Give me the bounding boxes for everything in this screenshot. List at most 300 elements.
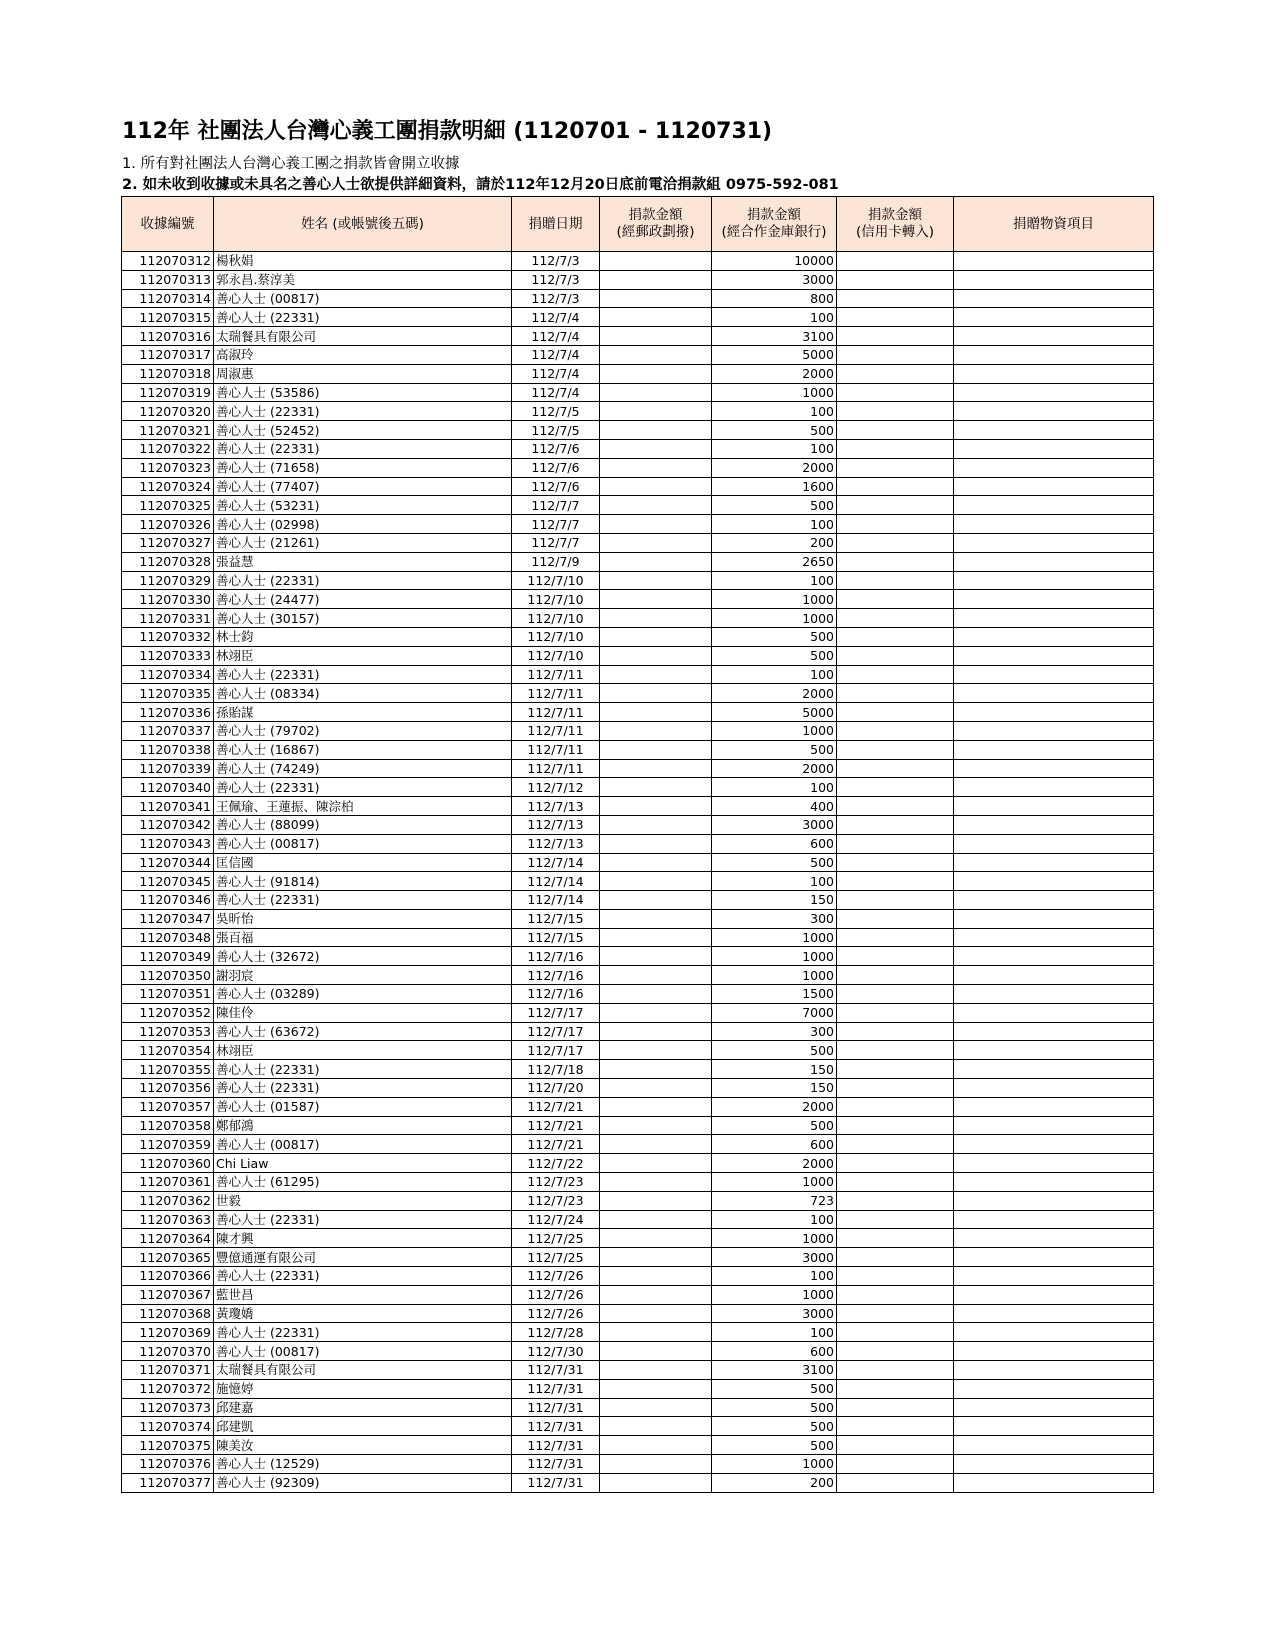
amount-bank-cell: 3000 [712, 270, 837, 289]
receipt-no-cell: 112070344 [122, 853, 214, 872]
amount-credit-card-cell [837, 1436, 954, 1455]
donor-name-cell: 善心人士 (00817) [214, 1342, 512, 1361]
donation-date-cell: 112/7/10 [512, 646, 600, 665]
amount-postal-cell [600, 853, 712, 872]
donor-name-cell: 善心人士 (74249) [214, 759, 512, 778]
amount-postal-cell [600, 477, 712, 496]
amount-credit-card-cell [837, 1379, 954, 1398]
amount-credit-card-cell [837, 1173, 954, 1192]
amount-bank-cell: 2000 [712, 1154, 837, 1173]
amount-postal-cell [600, 1379, 712, 1398]
amount-bank-cell: 3000 [712, 1248, 837, 1267]
note-contact: 2. 如未收到收據或未具名之善心人士欲提供詳細資料，請於112年12月20日底前電洽捐款組 0975-592-081 [122, 177, 839, 193]
donor-name-cell: 善心人士 (22331) [214, 778, 512, 797]
donation-date-cell: 112/7/10 [512, 590, 600, 609]
table-row [122, 759, 1154, 778]
amount-bank-cell: 500 [712, 1116, 837, 1135]
donation-date-cell: 112/7/21 [512, 1116, 600, 1135]
amount-postal-cell [600, 1398, 712, 1417]
donation-date-cell: 112/7/3 [512, 289, 600, 308]
donor-name-cell: 楊秋娟 [214, 252, 512, 271]
amount-bank-cell: 100 [712, 1323, 837, 1342]
donated-items-cell [954, 891, 1154, 910]
amount-postal-cell [600, 533, 712, 552]
donor-name-cell: 善心人士 (53231) [214, 496, 512, 515]
amount-bank-cell: 100 [712, 402, 837, 421]
donation-date-cell: 112/7/11 [512, 684, 600, 703]
donor-name-cell: 陳才興 [214, 1229, 512, 1248]
donated-items-cell [954, 627, 1154, 646]
amount-postal-cell [600, 966, 712, 985]
amount-postal-cell [600, 1097, 712, 1116]
receipt-no-cell: 112070345 [122, 872, 214, 891]
amount-credit-card-cell [837, 891, 954, 910]
amount-bank-cell: 100 [712, 778, 837, 797]
amount-postal-cell [600, 289, 712, 308]
donated-items-cell [954, 1003, 1154, 1022]
donation-date-cell: 112/7/25 [512, 1229, 600, 1248]
amount-credit-card-cell [837, 289, 954, 308]
donation-date-cell: 112/7/31 [512, 1473, 600, 1492]
donated-items-cell [954, 533, 1154, 552]
amount-credit-card-cell [837, 477, 954, 496]
amount-bank-cell: 100 [712, 308, 837, 327]
donor-name-cell: 豐億通運有限公司 [214, 1248, 512, 1267]
amount-credit-card-cell [837, 270, 954, 289]
amount-bank-cell: 200 [712, 1473, 837, 1492]
donated-items-cell [954, 947, 1154, 966]
amount-postal-cell [600, 1079, 712, 1098]
donation-date-cell: 112/7/22 [512, 1154, 600, 1173]
table-row [122, 345, 1154, 364]
receipt-no-cell: 112070349 [122, 947, 214, 966]
donated-items-cell [954, 609, 1154, 628]
receipt-no-cell: 112070315 [122, 308, 214, 327]
donated-items-cell [954, 402, 1154, 421]
table-row [122, 928, 1154, 947]
donated-items-cell [954, 721, 1154, 740]
amount-bank-cell: 3100 [712, 1361, 837, 1380]
amount-credit-card-cell [837, 947, 954, 966]
donated-items-cell [954, 1361, 1154, 1380]
amount-postal-cell [600, 364, 712, 383]
receipt-no-cell: 112070329 [122, 571, 214, 590]
amount-postal-cell [600, 778, 712, 797]
receipt-no-cell: 112070326 [122, 515, 214, 534]
amount-postal-cell [600, 1022, 712, 1041]
donor-name-cell: 邱建嘉 [214, 1398, 512, 1417]
table-row [122, 1398, 1154, 1417]
amount-credit-card-cell [837, 1417, 954, 1436]
header-donation-date: 捐贈日期 [512, 197, 600, 252]
donation-date-cell: 112/7/16 [512, 985, 600, 1004]
amount-credit-card-cell [837, 1135, 954, 1154]
receipt-no-cell: 112070312 [122, 252, 214, 271]
amount-credit-card-cell [837, 853, 954, 872]
amount-bank-cell: 5000 [712, 345, 837, 364]
receipt-no-cell: 112070347 [122, 909, 214, 928]
amount-bank-cell: 5000 [712, 703, 837, 722]
table-row [122, 853, 1154, 872]
donated-items-cell [954, 1417, 1154, 1436]
donation-date-cell: 112/7/6 [512, 439, 600, 458]
receipt-no-cell: 112070350 [122, 966, 214, 985]
donor-name-cell: 善心人士 (08334) [214, 684, 512, 703]
amount-credit-card-cell [837, 834, 954, 853]
amount-credit-card-cell [837, 1079, 954, 1098]
amount-bank-cell: 3000 [712, 1304, 837, 1323]
amount-credit-card-cell [837, 1323, 954, 1342]
amount-bank-cell: 150 [712, 1079, 837, 1098]
amount-postal-cell [600, 872, 712, 891]
donated-items-cell [954, 740, 1154, 759]
donation-date-cell: 112/7/17 [512, 1041, 600, 1060]
donor-name-cell: 善心人士 (77407) [214, 477, 512, 496]
donation-date-cell: 112/7/17 [512, 1022, 600, 1041]
table-row [122, 1267, 1154, 1286]
header-amount-credit-card: 捐款金額 (信用卡轉入) [837, 197, 954, 252]
amount-credit-card-cell [837, 439, 954, 458]
donated-items-cell [954, 815, 1154, 834]
donated-items-cell [954, 308, 1154, 327]
amount-credit-card-cell [837, 797, 954, 816]
amount-bank-cell: 1000 [712, 1455, 837, 1474]
amount-bank-cell: 500 [712, 1417, 837, 1436]
table-row [122, 740, 1154, 759]
donor-name-cell: 善心人士 (63672) [214, 1022, 512, 1041]
amount-postal-cell [600, 383, 712, 402]
amount-credit-card-cell [837, 1361, 954, 1380]
table-row [122, 1436, 1154, 1455]
amount-bank-cell: 500 [712, 740, 837, 759]
donated-items-cell [954, 853, 1154, 872]
donor-name-cell: 善心人士 (79702) [214, 721, 512, 740]
donated-items-cell [954, 1041, 1154, 1060]
receipt-no-cell: 112070317 [122, 345, 214, 364]
amount-postal-cell [600, 834, 712, 853]
table-row [122, 1173, 1154, 1192]
donor-name-cell: 善心人士 (21261) [214, 533, 512, 552]
amount-bank-cell: 500 [712, 1041, 837, 1060]
table-row [122, 1060, 1154, 1079]
header-donated-items: 捐贈物資項目 [954, 197, 1154, 252]
donated-items-cell [954, 289, 1154, 308]
receipt-no-cell: 112070314 [122, 289, 214, 308]
table-row [122, 684, 1154, 703]
table-row [122, 477, 1154, 496]
receipt-no-cell: 112070371 [122, 1361, 214, 1380]
amount-postal-cell [600, 1173, 712, 1192]
amount-postal-cell [600, 665, 712, 684]
donated-items-cell [954, 383, 1154, 402]
donation-date-cell: 112/7/30 [512, 1342, 600, 1361]
amount-bank-cell: 7000 [712, 1003, 837, 1022]
amount-credit-card-cell [837, 1191, 954, 1210]
table-row [122, 1473, 1154, 1492]
donation-date-cell: 112/7/4 [512, 364, 600, 383]
donated-items-cell [954, 1304, 1154, 1323]
table-row [122, 308, 1154, 327]
receipt-no-cell: 112070352 [122, 1003, 214, 1022]
amount-credit-card-cell [837, 364, 954, 383]
amount-postal-cell [600, 891, 712, 910]
amount-postal-cell [600, 1323, 712, 1342]
amount-bank-cell: 500 [712, 1379, 837, 1398]
table-row [122, 797, 1154, 816]
amount-credit-card-cell [837, 421, 954, 440]
receipt-no-cell: 112070366 [122, 1267, 214, 1286]
amount-bank-cell: 500 [712, 496, 837, 515]
table-row [122, 834, 1154, 853]
donation-date-cell: 112/7/31 [512, 1455, 600, 1474]
amount-credit-card-cell [837, 1267, 954, 1286]
receipt-no-cell: 112070377 [122, 1473, 214, 1492]
donor-name-cell: 林翊臣 [214, 1041, 512, 1060]
donated-items-cell [954, 1154, 1154, 1173]
table-row [122, 1116, 1154, 1135]
amount-credit-card-cell [837, 552, 954, 571]
amount-postal-cell [600, 1135, 712, 1154]
donation-date-cell: 112/7/4 [512, 345, 600, 364]
amount-bank-cell: 150 [712, 891, 837, 910]
donated-items-cell [954, 1097, 1154, 1116]
receipt-no-cell: 112070331 [122, 609, 214, 628]
donor-name-cell: 善心人士 (52452) [214, 421, 512, 440]
receipt-no-cell: 112070376 [122, 1455, 214, 1474]
amount-credit-card-cell [837, 1285, 954, 1304]
amount-credit-card-cell [837, 1022, 954, 1041]
amount-bank-cell: 400 [712, 797, 837, 816]
amount-postal-cell [600, 439, 712, 458]
receipt-no-cell: 112070343 [122, 834, 214, 853]
amount-credit-card-cell [837, 308, 954, 327]
donation-date-cell: 112/7/31 [512, 1417, 600, 1436]
amount-bank-cell: 10000 [712, 252, 837, 271]
receipt-no-cell: 112070335 [122, 684, 214, 703]
donated-items-cell [954, 684, 1154, 703]
amount-postal-cell [600, 759, 712, 778]
amount-postal-cell [600, 1455, 712, 1474]
amount-postal-cell [600, 458, 712, 477]
amount-postal-cell [600, 1191, 712, 1210]
receipt-no-cell: 112070338 [122, 740, 214, 759]
amount-bank-cell: 800 [712, 289, 837, 308]
donation-date-cell: 112/7/31 [512, 1398, 600, 1417]
donated-items-cell [954, 458, 1154, 477]
donor-name-cell: 善心人士 (22331) [214, 402, 512, 421]
amount-postal-cell [600, 421, 712, 440]
donation-date-cell: 112/7/11 [512, 721, 600, 740]
amount-postal-cell [600, 308, 712, 327]
donor-name-cell: 吳昕怡 [214, 909, 512, 928]
amount-postal-cell [600, 1285, 712, 1304]
amount-bank-cell: 1500 [712, 985, 837, 1004]
amount-postal-cell [600, 252, 712, 271]
donated-items-cell [954, 646, 1154, 665]
amount-credit-card-cell [837, 252, 954, 271]
receipt-no-cell: 112070356 [122, 1079, 214, 1098]
donated-items-cell [954, 1135, 1154, 1154]
donated-items-cell [954, 1248, 1154, 1267]
receipt-no-cell: 112070363 [122, 1210, 214, 1229]
donated-items-cell [954, 1022, 1154, 1041]
receipt-no-cell: 112070361 [122, 1173, 214, 1192]
header-amount-bank: 捐款金額 (經合作金庫銀行) [712, 197, 837, 252]
donor-name-cell: 太瑞餐具有限公司 [214, 1361, 512, 1380]
amount-postal-cell [600, 740, 712, 759]
donor-name-cell: 善心人士 (22331) [214, 1267, 512, 1286]
amount-postal-cell [600, 515, 712, 534]
receipt-no-cell: 112070332 [122, 627, 214, 646]
donated-items-cell [954, 1436, 1154, 1455]
donor-name-cell: 周淑惠 [214, 364, 512, 383]
donation-date-cell: 112/7/3 [512, 252, 600, 271]
table-row [122, 1210, 1154, 1229]
receipt-no-cell: 112070334 [122, 665, 214, 684]
donation-date-cell: 112/7/6 [512, 477, 600, 496]
donor-name-cell: 謝羽宸 [214, 966, 512, 985]
donor-name-cell: 善心人士 (22331) [214, 308, 512, 327]
donor-name-cell: 善心人士 (71658) [214, 458, 512, 477]
donated-items-cell [954, 1060, 1154, 1079]
amount-credit-card-cell [837, 1210, 954, 1229]
receipt-no-cell: 112070325 [122, 496, 214, 515]
page-title: 112年 社團法人台灣心義工團捐款明細 (1120701 - 1120731) [122, 119, 773, 144]
receipt-no-cell: 112070360 [122, 1154, 214, 1173]
amount-bank-cell: 1000 [712, 966, 837, 985]
donor-name-cell: 張百福 [214, 928, 512, 947]
donation-date-cell: 112/7/26 [512, 1267, 600, 1286]
amount-postal-cell [600, 590, 712, 609]
amount-bank-cell: 1000 [712, 721, 837, 740]
receipt-no-cell: 112070328 [122, 552, 214, 571]
donation-date-cell: 112/7/12 [512, 778, 600, 797]
amount-credit-card-cell [837, 872, 954, 891]
donated-items-cell [954, 759, 1154, 778]
amount-postal-cell [600, 909, 712, 928]
receipt-no-cell: 112070372 [122, 1379, 214, 1398]
donation-date-cell: 112/7/7 [512, 515, 600, 534]
table-row [122, 1379, 1154, 1398]
table-row [122, 1455, 1154, 1474]
header-receipt-no: 收據編號 [122, 197, 214, 252]
receipt-no-cell: 112070364 [122, 1229, 214, 1248]
table-row [122, 1417, 1154, 1436]
donated-items-cell [954, 364, 1154, 383]
table-row [122, 1097, 1154, 1116]
table-row [122, 985, 1154, 1004]
receipt-no-cell: 112070322 [122, 439, 214, 458]
amount-credit-card-cell [837, 721, 954, 740]
donor-name-cell: 張益慧 [214, 552, 512, 571]
receipt-no-cell: 112070346 [122, 891, 214, 910]
donated-items-cell [954, 345, 1154, 364]
amount-bank-cell: 1000 [712, 383, 837, 402]
donation-date-cell: 112/7/11 [512, 740, 600, 759]
donated-items-cell [954, 270, 1154, 289]
donor-name-cell: 黃瓊嬌 [214, 1304, 512, 1323]
amount-credit-card-cell [837, 966, 954, 985]
amount-postal-cell [600, 1342, 712, 1361]
amount-credit-card-cell [837, 533, 954, 552]
receipt-no-cell: 112070351 [122, 985, 214, 1004]
table-header-row [122, 197, 1154, 252]
amount-bank-cell: 1000 [712, 1173, 837, 1192]
donor-name-cell: 善心人士 (02998) [214, 515, 512, 534]
table-row [122, 947, 1154, 966]
donation-date-cell: 112/7/17 [512, 1003, 600, 1022]
donor-name-cell: 善心人士 (24477) [214, 590, 512, 609]
donor-name-cell: 善心人士 (22331) [214, 1060, 512, 1079]
donor-name-cell: 善心人士 (01587) [214, 1097, 512, 1116]
header-amount-postal: 捐款金額 (經郵政劃撥) [600, 197, 712, 252]
donation-date-cell: 112/7/16 [512, 966, 600, 985]
donor-name-cell: 陳美汝 [214, 1436, 512, 1455]
table-row [122, 778, 1154, 797]
donation-date-cell: 112/7/7 [512, 533, 600, 552]
donation-date-cell: 112/7/26 [512, 1304, 600, 1323]
table-row [122, 891, 1154, 910]
amount-bank-cell: 200 [712, 533, 837, 552]
amount-bank-cell: 3000 [712, 815, 837, 834]
amount-credit-card-cell [837, 1154, 954, 1173]
table-row [122, 1342, 1154, 1361]
table-row [122, 1079, 1154, 1098]
amount-bank-cell: 600 [712, 1135, 837, 1154]
receipt-no-cell: 112070339 [122, 759, 214, 778]
amount-credit-card-cell [837, 327, 954, 346]
receipt-no-cell: 112070373 [122, 1398, 214, 1417]
table-row [122, 1154, 1154, 1173]
amount-postal-cell [600, 684, 712, 703]
donor-name-cell: 世毅 [214, 1191, 512, 1210]
donation-date-cell: 112/7/21 [512, 1097, 600, 1116]
amount-bank-cell: 500 [712, 646, 837, 665]
donation-date-cell: 112/7/11 [512, 759, 600, 778]
amount-credit-card-cell [837, 1342, 954, 1361]
amount-bank-cell: 100 [712, 1210, 837, 1229]
donation-date-cell: 112/7/28 [512, 1323, 600, 1342]
table-row [122, 270, 1154, 289]
donation-date-cell: 112/7/13 [512, 797, 600, 816]
donated-items-cell [954, 1210, 1154, 1229]
amount-postal-cell [600, 1229, 712, 1248]
receipt-no-cell: 112070324 [122, 477, 214, 496]
amount-bank-cell: 300 [712, 1022, 837, 1041]
donor-name-cell: 藍世昌 [214, 1285, 512, 1304]
amount-bank-cell: 300 [712, 909, 837, 928]
donation-date-cell: 112/7/24 [512, 1210, 600, 1229]
receipt-no-cell: 112070323 [122, 458, 214, 477]
amount-credit-card-cell [837, 684, 954, 703]
donation-date-cell: 112/7/10 [512, 571, 600, 590]
receipt-no-cell: 112070333 [122, 646, 214, 665]
amount-bank-cell: 600 [712, 834, 837, 853]
table-body [122, 252, 1154, 1493]
donor-name-cell: 善心人士 (88099) [214, 815, 512, 834]
amount-bank-cell: 500 [712, 627, 837, 646]
donor-name-cell: 施憶婷 [214, 1379, 512, 1398]
donated-items-cell [954, 439, 1154, 458]
donated-items-cell [954, 1342, 1154, 1361]
receipt-no-cell: 112070320 [122, 402, 214, 421]
table-row [122, 1248, 1154, 1267]
amount-postal-cell [600, 627, 712, 646]
amount-credit-card-cell [837, 496, 954, 515]
donor-name-cell: 善心人士 (22331) [214, 1210, 512, 1229]
header-donor-name: 姓名 (或帳號後五碼) [214, 197, 512, 252]
donation-date-cell: 112/7/9 [512, 552, 600, 571]
